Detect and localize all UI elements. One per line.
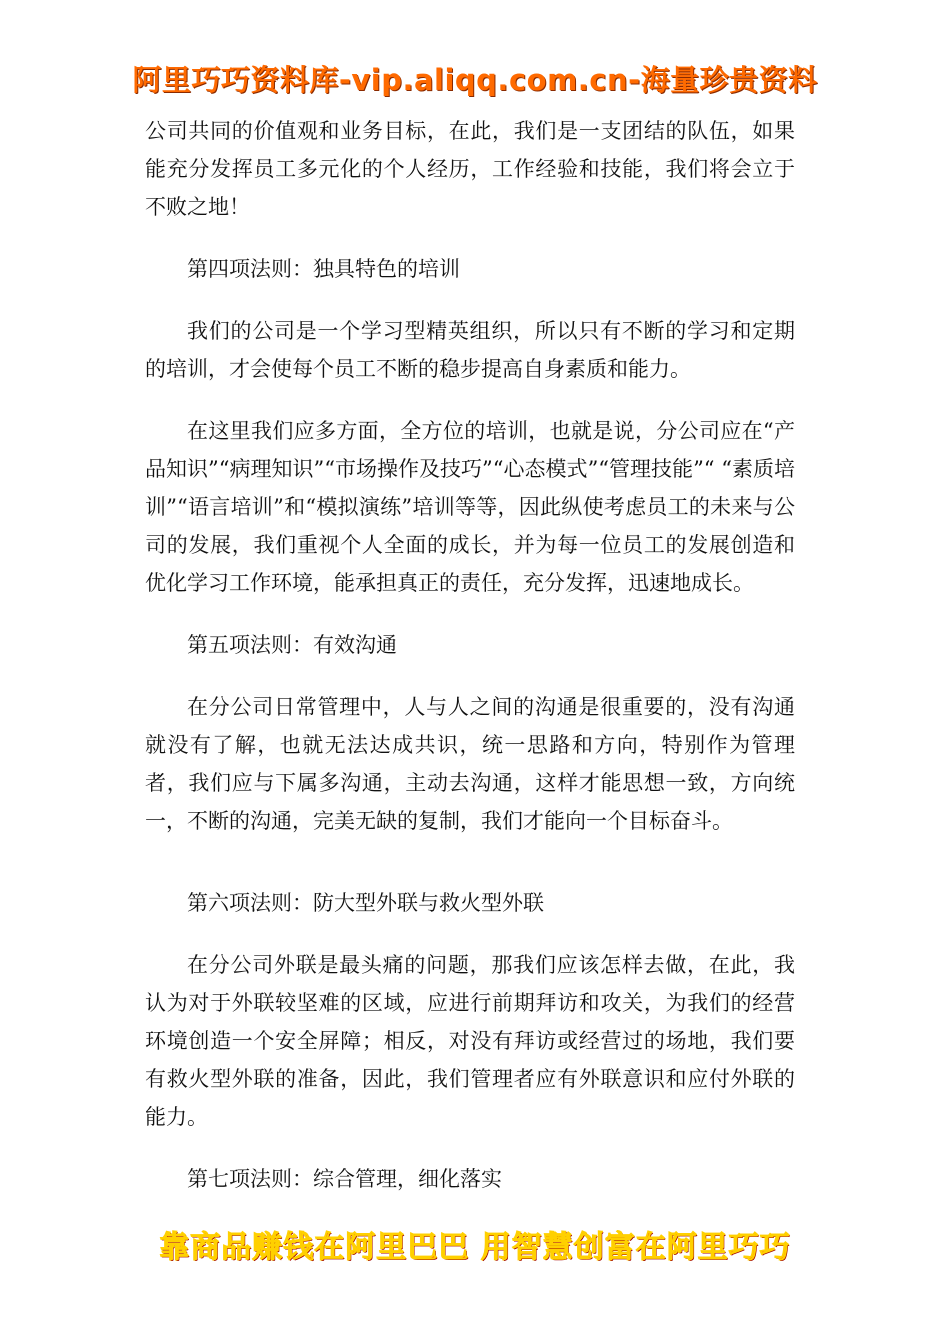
section-heading-7: 第七项法则：综合管理，细化落实 (187, 1167, 502, 1191)
section-heading-5: 第五项法则：有效沟通 (187, 633, 397, 657)
footer-banner: 靠商品赚钱在阿里巴巴 用智慧创富在阿里巧巧 (159, 1230, 791, 1265)
section-heading-4: 第四项法则：独具特色的培训 (187, 257, 460, 281)
paragraph: 我们的公司是一个学习型精英组织，所以只有不断的学习和定期的培训，才会使每个员工不断的稳步提高自身素质和能力。 (145, 319, 795, 381)
section-heading-6: 第六项法则：防大型外联与救火型外联 (187, 891, 544, 915)
document-body (145, 112, 795, 1222)
paragraph-continued: 公司共同的价值观和业务目标，在此，我们是一支团结的队伍，如果能充分发挥员工多元化的个人经历，工作经验和技能，我们将会立于不败之地！ (145, 119, 795, 219)
header-banner: 阿里巧巧资料库-vip.aliqq.com.cn-海量珍贵资料 (132, 63, 818, 97)
paragraph: 在分公司外联是最头痛的问题，那我们应该怎样去做，在此，我认为对于外联较坚难的区域，应进行前期拜访和攻关，为我们的经营环境创造一个安全屏障；相反，对没有拜访或经营过的场地，我们要有救火型外联的准备，因此，我们管理者应有外联意识和应付外联的能力。 (145, 953, 795, 1129)
paragraph: 在这里我们应多方面，全方位的培训，也就是说，分公司应在“产品知识”“病理知识”“市场操作及技巧”“心态模式”“管理技能”“ “素质培训”“语言培训”和“模拟演练”培训等等，因此纵使考虑员工的未来与公司的发展，我们重视个人全面的成长，并为每一位员工的发展创造和优化学习工作环境，能承担真正的责任，充分发挥，迅速地成长。 (145, 419, 795, 595)
paragraph: 在分公司日常管理中，人与人之间的沟通是很重要的，没有沟通就没有了解，也就无法达成共识，统一思路和方向，特别作为管理者，我们应与下属多沟通，主动去沟通，这样才能思想一致，方向统一，不断的沟通，完美无缺的复制，我们才能向一个目标奋斗。 (145, 695, 795, 833)
